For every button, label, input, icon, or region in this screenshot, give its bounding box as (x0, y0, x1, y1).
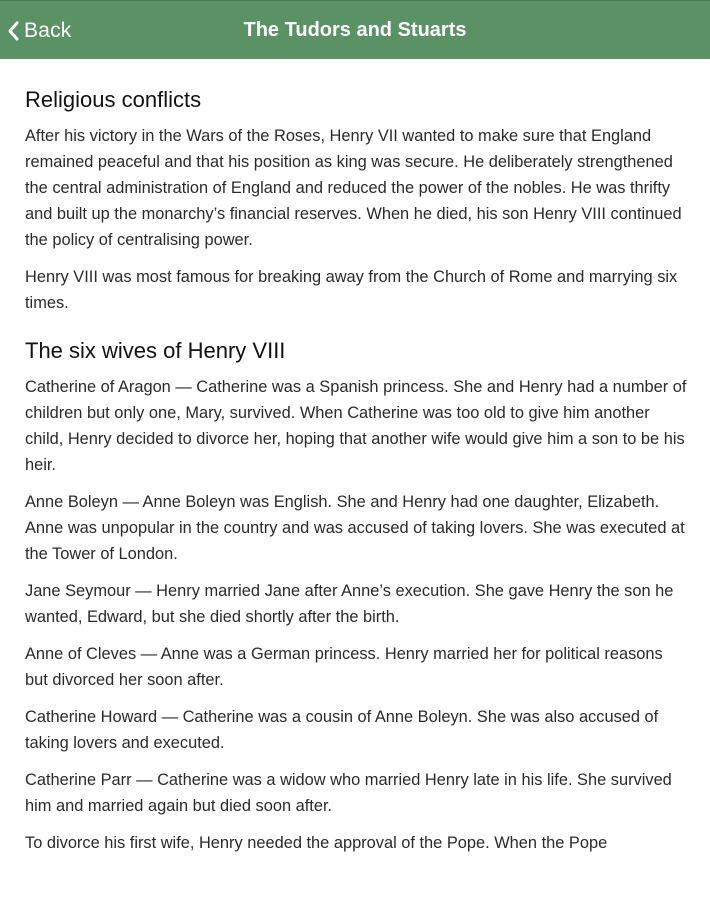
paragraph: Catherine Howard — Catherine was a cousin of Anne Boleyn. She was also accused of taking lovers and executed. (25, 708, 659, 752)
back-label: Back (24, 18, 72, 42)
navigation-bar (0, 0, 710, 59)
back-button[interactable] (6, 1, 72, 60)
paragraph: Catherine of Aragon — Catherine was a Spanish princess. She and Henry had a number of children but only one, Mary, survived. When Catherine was too old to give him another child, Henry decided to divorce her, hoping that another wife would give him a son to be his heir. (25, 378, 687, 474)
section-heading-religious-conflicts: Religious conflicts (25, 87, 202, 112)
article-content (25, 59, 690, 867)
paragraph: To divorce his first wife, Henry needed the approval of the Pope. When the Pope (25, 834, 608, 852)
paragraph: Catherine Parr — Catherine was a widow who married Henry late in his life. She survived him and married again but died soon after. (25, 771, 672, 815)
paragraph: Anne Boleyn — Anne Boleyn was English. She and Henry had one daughter, Elizabeth. Anne was unpopular in the country and was accused of taking lovers. She was executed at the Tower of London. (25, 493, 685, 563)
paragraph: Jane Seymour — Henry married Jane after Anne’s execution. She gave Henry the son he wanted, Edward, but she died shortly after the birth. (25, 582, 674, 626)
paragraph: Anne of Cleves — Anne was a German princess. Henry married her for political reasons but divorced her soon after. (25, 645, 663, 689)
paragraph: Henry VIII was most famous for breaking away from the Church of Rome and marrying six times. (25, 268, 678, 312)
page-title: The Tudors and Stuarts (243, 19, 467, 41)
section-heading-six-wives: The six wives of Henry VIII (25, 338, 286, 363)
chevron-left-icon (6, 20, 20, 42)
paragraph: After his victory in the Wars of the Roses, Henry VII wanted to make sure that England remained peaceful and that his position as king was secure. He deliberately strengthened the central administration of England and reduced the power of the nobles. He was thrifty and built up the monarchy’s financial reserves. When he died, his son Henry VIII continued the policy of centralising power. (25, 127, 682, 249)
